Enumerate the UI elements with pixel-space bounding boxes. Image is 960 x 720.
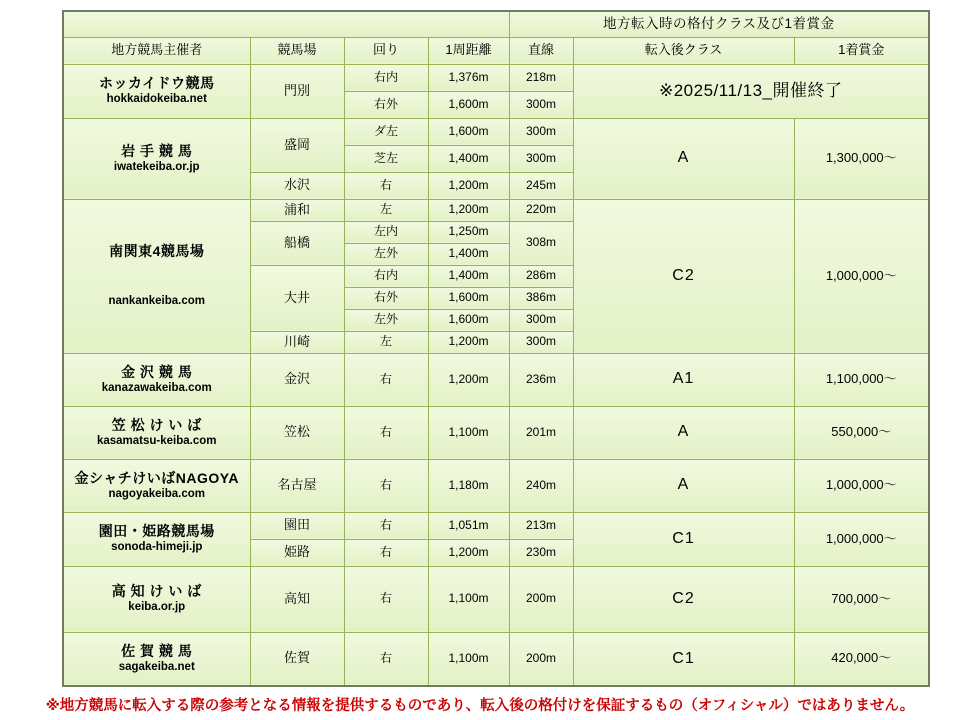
footnote-disclaimer: ※地方競馬に転入する際の参考となる情報を提供するものであり、転入後の格付けを保証するもの（オフィシャル）ではありません。	[45, 698, 915, 714]
lap-cell: 1,200m	[428, 353, 509, 406]
lap-cell: 1,600m	[428, 91, 509, 118]
turn-cell: 右	[344, 632, 428, 686]
turn-cell: 右	[344, 172, 428, 199]
straight-cell: 200m	[509, 566, 573, 632]
course-cell: 園田	[250, 512, 344, 539]
top-header-row	[63, 11, 929, 37]
turn-cell: 左内	[344, 221, 428, 243]
straight-cell: 240m	[509, 459, 573, 512]
prize-cell: 1,000,000～	[794, 512, 929, 566]
turn-cell: 左	[344, 199, 428, 221]
turn-cell: 左	[344, 331, 428, 353]
table-row	[63, 566, 929, 632]
lap-cell: 1,051m	[428, 512, 509, 539]
lap-cell: 1,400m	[428, 243, 509, 265]
turn-cell: 右	[344, 353, 428, 406]
class-cell: A1	[573, 353, 794, 406]
course-cell: 門別	[250, 64, 344, 118]
column-header-row	[63, 37, 929, 64]
straight-cell: 300m	[509, 309, 573, 331]
course-cell: 川崎	[250, 331, 344, 353]
organizer-site: sonoda-himeji.jp	[111, 541, 203, 554]
turn-cell: 右外	[344, 287, 428, 309]
organizer-cell	[63, 632, 250, 686]
col-header-prize: 1着賞金	[794, 37, 929, 64]
class-cell: C2	[573, 566, 794, 632]
col-header-class: 転入後クラス	[573, 37, 794, 64]
lap-cell: 1,200m	[428, 331, 509, 353]
table-row	[63, 459, 929, 512]
turn-cell: 右内	[344, 64, 428, 91]
table-wrapper	[62, 10, 930, 687]
col-header-lap: 1周距離	[428, 37, 509, 64]
organizer-site: kasamatsu-keiba.com	[96, 434, 217, 447]
course-cell: 水沢	[250, 172, 344, 199]
organizer-cell	[63, 118, 250, 199]
straight-cell: 308m	[509, 221, 573, 265]
straight-cell: 230m	[509, 539, 573, 566]
col-header-course: 競馬場	[250, 37, 344, 64]
course-cell: 大井	[250, 265, 344, 331]
organizer-site: keiba.or.jp	[128, 601, 186, 614]
class-cell: A	[573, 406, 794, 459]
organizer-name: 金 沢 競 馬	[121, 363, 193, 380]
straight-cell: 300m	[509, 118, 573, 145]
class-cell: A	[573, 118, 794, 199]
lap-cell: 1,200m	[428, 199, 509, 221]
straight-cell: 245m	[509, 172, 573, 199]
prize-cell: 1,000,000～	[794, 199, 929, 353]
lap-cell: 1,600m	[428, 309, 509, 331]
turn-cell: 芝左	[344, 145, 428, 172]
organizer-name: 高 知 け い ば	[111, 583, 202, 600]
table-row	[63, 199, 929, 221]
organizer-name: 園田・姫路競馬場	[98, 523, 215, 540]
lap-cell: 1,600m	[428, 287, 509, 309]
turn-cell: 右	[344, 566, 428, 632]
organizer-name: ホッカイドウ競馬	[98, 75, 215, 92]
top-header-cell: 地方転入時の格付クラス及び1着賞金	[509, 11, 929, 37]
organizer-cell	[63, 459, 250, 512]
lap-cell: 1,180m	[428, 459, 509, 512]
course-cell: 浦和	[250, 199, 344, 221]
turn-cell: ダ左	[344, 118, 428, 145]
course-cell: 姫路	[250, 539, 344, 566]
lap-cell: 1,400m	[428, 145, 509, 172]
prize-cell: 1,000,000～	[794, 459, 929, 512]
organizer-name: 南関東4競馬場	[109, 243, 205, 260]
organizer-cell	[63, 566, 250, 632]
col-header-turn: 回り	[344, 37, 428, 64]
straight-cell: 286m	[509, 265, 573, 287]
straight-cell: 300m	[509, 331, 573, 353]
lap-cell: 1,100m	[428, 566, 509, 632]
course-cell: 笠松	[250, 406, 344, 459]
col-header-straight: 直線	[509, 37, 573, 64]
straight-cell: 236m	[509, 353, 573, 406]
class-cell: C1	[573, 512, 794, 566]
course-cell: 佐賀	[250, 632, 344, 686]
organizer-site: kanazawakeiba.com	[101, 381, 212, 394]
lap-cell: 1,200m	[428, 172, 509, 199]
turn-cell: 右内	[344, 265, 428, 287]
organizer-site: nagoyakeiba.com	[108, 487, 205, 500]
organizer-site: hokkaidokeiba.net	[106, 93, 207, 106]
straight-cell: 213m	[509, 512, 573, 539]
straight-cell: 300m	[509, 145, 573, 172]
organizer-name: 佐 賀 競 馬	[121, 643, 193, 660]
prize-cell: 1,100,000～	[794, 353, 929, 406]
organizer-name: 岩 手 競 馬	[121, 142, 193, 159]
lap-cell: 1,100m	[428, 406, 509, 459]
straight-cell: 218m	[509, 64, 573, 91]
turn-cell: 右	[344, 539, 428, 566]
organizer-cell	[63, 64, 250, 118]
lap-cell: 1,100m	[428, 632, 509, 686]
straight-cell: 200m	[509, 632, 573, 686]
organizer-site: iwatekeiba.or.jp	[113, 160, 200, 173]
organizer-name: 金シャチけいばNAGOYA	[74, 469, 239, 486]
table-row	[63, 118, 929, 145]
top-header-blank-cell	[63, 11, 509, 37]
lap-cell: 1,600m	[428, 118, 509, 145]
notice-cell: ※2025/11/13_開催終了	[573, 64, 929, 118]
organizer-site: sagakeiba.net	[118, 661, 195, 674]
prize-cell: 420,000～	[794, 632, 929, 686]
table-row	[63, 353, 929, 406]
racing-table	[62, 10, 930, 687]
organizer-name: 笠 松 け い ば	[111, 416, 202, 433]
course-cell: 盛岡	[250, 118, 344, 172]
prize-cell: 700,000～	[794, 566, 929, 632]
lap-cell: 1,250m	[428, 221, 509, 243]
straight-cell: 386m	[509, 287, 573, 309]
lap-cell: 1,400m	[428, 265, 509, 287]
table-row	[63, 512, 929, 539]
lap-cell: 1,200m	[428, 539, 509, 566]
lap-cell: 1,376m	[428, 64, 509, 91]
course-cell: 高知	[250, 566, 344, 632]
organizer-site: nankankeiba.com	[108, 295, 205, 308]
class-cell: C2	[573, 199, 794, 353]
turn-cell: 右	[344, 512, 428, 539]
turn-cell: 右外	[344, 91, 428, 118]
turn-cell: 右	[344, 459, 428, 512]
organizer-cell	[63, 512, 250, 566]
col-header-organizer: 地方競馬主催者	[63, 37, 250, 64]
table-row	[63, 632, 929, 686]
prize-cell: 550,000～	[794, 406, 929, 459]
turn-cell: 左外	[344, 243, 428, 265]
class-cell: C1	[573, 632, 794, 686]
turn-cell: 右	[344, 406, 428, 459]
table-row	[63, 406, 929, 459]
table-row	[63, 64, 929, 91]
straight-cell: 220m	[509, 199, 573, 221]
straight-cell: 300m	[509, 91, 573, 118]
straight-cell: 201m	[509, 406, 573, 459]
course-cell: 名古屋	[250, 459, 344, 512]
organizer-cell	[63, 199, 250, 353]
course-cell: 金沢	[250, 353, 344, 406]
turn-cell: 左外	[344, 309, 428, 331]
course-cell: 船橋	[250, 221, 344, 265]
organizer-cell	[63, 353, 250, 406]
prize-cell: 1,300,000～	[794, 118, 929, 199]
organizer-cell	[63, 406, 250, 459]
class-cell: A	[573, 459, 794, 512]
